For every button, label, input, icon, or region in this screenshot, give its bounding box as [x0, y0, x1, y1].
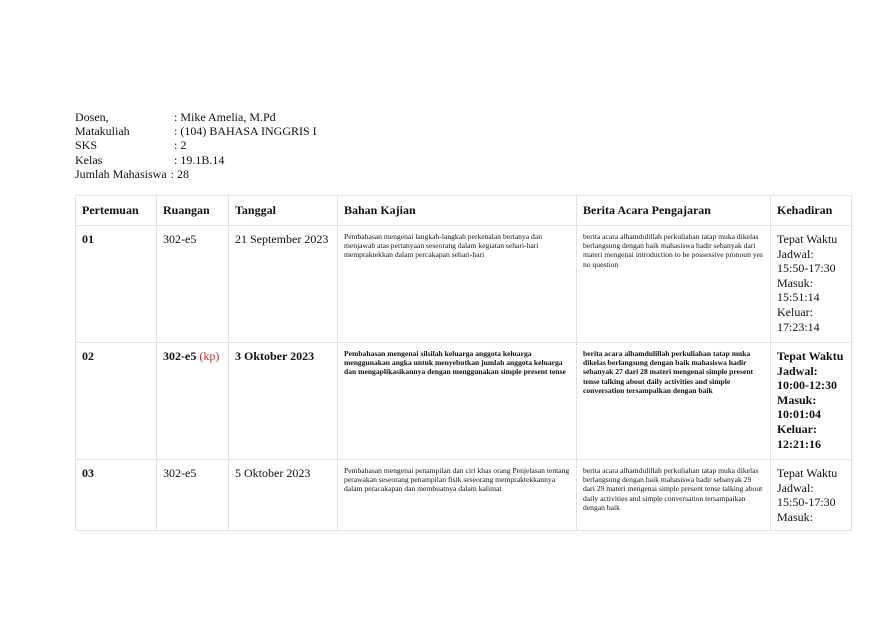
jadwal-label: Jadwal: [777, 480, 814, 495]
cell-ruangan [157, 226, 229, 343]
masuk-label: Masuk: [777, 509, 813, 524]
masuk-value: 10:01:04 [777, 407, 821, 422]
cell-berita-acara: berita acara alhamdulillah perkuliahan tatap muka dikelas berlangsung dengan baik mahasiswa hadir sebanyak 29 dari 29 materi mengenai simple present tense talking about daily activities and simple conversation tersampaikan dengan baik [577, 460, 771, 531]
cell-tanggal: 5 Oktober 2023 [229, 460, 338, 531]
info-row-kelas [75, 153, 317, 167]
cell-berita-acara: berita acara alhamdulillah perkuliahan tatap muka dikelas berlangsung dengan baik mahasiswa hadir sebanyak dari materi mengenai introduction to be possessive pronoun yes no question [577, 226, 771, 343]
header-berita-acara: Berita Acara Pengajaran [577, 196, 771, 226]
header-pertemuan: Pertemuan [76, 196, 157, 226]
cell-bahan-kajian: Pembahasan mengenai langkah-langkah perkenalan bertanya dan menjawab atas pertanyaan seseorang dalam kegiatan sehari-hari mempraktekkan dalam percakapan sehari-hari [338, 226, 577, 343]
cell-tanggal: 3 Oktober 2023 [229, 343, 338, 460]
cell-pertemuan: 02 [76, 343, 157, 460]
cell-berita-acara: berita acara alhamdulillah perkuliahan tatap muka dikelas berlangsung dengan baik mahasiswa hadir sebanyak 27 dari 28 materi mengenai simple present tense talking about daily activities and simple conversation tersampaikan dengan baik [577, 343, 771, 460]
masuk-label: Masuk: [777, 392, 817, 407]
cell-bahan-kajian: Pembahasan mengenai silsilah keluarga anggota keluarga menggunakan angka untuk menyebutkan jumlah anggota keluarga dan mengaplikasikannya dengan menggunakan simple present tense [338, 343, 577, 460]
jadwal-value: 15:50-17:30 [777, 495, 836, 510]
jumlah-value: : 28 [170, 166, 189, 181]
cell-ruangan [157, 343, 229, 460]
sks-value: : 2 [174, 138, 187, 153]
cell-kehadiran [771, 343, 852, 460]
table-header-row [76, 196, 852, 226]
info-row-dosen [75, 110, 317, 124]
header-kehadiran: Kehadiran [771, 196, 852, 226]
header-tanggal: Tanggal [229, 196, 338, 226]
cell-bahan-kajian: Pembahasan mengenai penampilan dan ciri khas orang Penjelasan tentang perawakan seseorang penampilan fisik seseorang mempraktekkannya dalam peracakapan dan membuatnya dalam kalimat [338, 460, 577, 531]
dosen-label: Dosen, [75, 110, 109, 124]
dosen-value: : Mike Amelia, M.Pd [174, 110, 276, 124]
cell-pertemuan: 03 [76, 460, 157, 531]
matakuliah-label: Matakuliah [75, 124, 130, 139]
ruangan-value: 302-e5 [163, 232, 197, 246]
course-info [75, 110, 317, 181]
info-row-sks [75, 138, 317, 152]
matakuliah-value: : (104) BAHASA INGGRIS I [174, 124, 317, 139]
cell-pertemuan: 01 [76, 226, 157, 343]
info-row-jumlah [75, 167, 317, 181]
table-row [76, 226, 852, 343]
kelas-label: Kelas [75, 152, 103, 167]
kelas-value: : 19.1B.14 [174, 152, 225, 167]
info-row-matakuliah [75, 124, 317, 138]
ruangan-value: 302-e5 [163, 349, 197, 363]
keluar-label: Keluar: [777, 304, 813, 319]
ruangan-kp-note: (kp) [199, 349, 220, 363]
cell-kehadiran [771, 226, 852, 343]
kehadiran-status: Tepat Waktu [777, 466, 838, 480]
jadwal-label: Jadwal: [777, 246, 814, 261]
jadwal-value: 15:50-17:30 [777, 261, 836, 276]
masuk-label: Masuk: [777, 275, 813, 290]
cell-tanggal: 21 September 2023 [229, 226, 338, 343]
ruangan-value: 302-e5 [163, 466, 197, 480]
header-bahan-kajian: Bahan Kajian [338, 196, 577, 226]
cell-kehadiran [771, 460, 852, 531]
keluar-value: 17:23:14 [777, 319, 820, 334]
jadwal-label: Jadwal: [777, 363, 818, 378]
kehadiran-status: Tepat Waktu [777, 232, 838, 246]
table-row [76, 343, 852, 460]
table-row [76, 460, 852, 531]
cell-ruangan [157, 460, 229, 531]
kehadiran-status: Tepat Waktu [777, 349, 844, 363]
masuk-value: 15:51:14 [777, 290, 820, 305]
sks-label: SKS [75, 138, 98, 153]
header-ruangan: Ruangan [157, 196, 229, 226]
jumlah-label: Jumlah Mahasiswa [75, 166, 167, 181]
attendance-table [75, 195, 852, 531]
keluar-value: 12:21:16 [777, 436, 821, 451]
keluar-label: Keluar: [777, 421, 817, 436]
jadwal-value: 10:00-12:30 [777, 378, 837, 393]
